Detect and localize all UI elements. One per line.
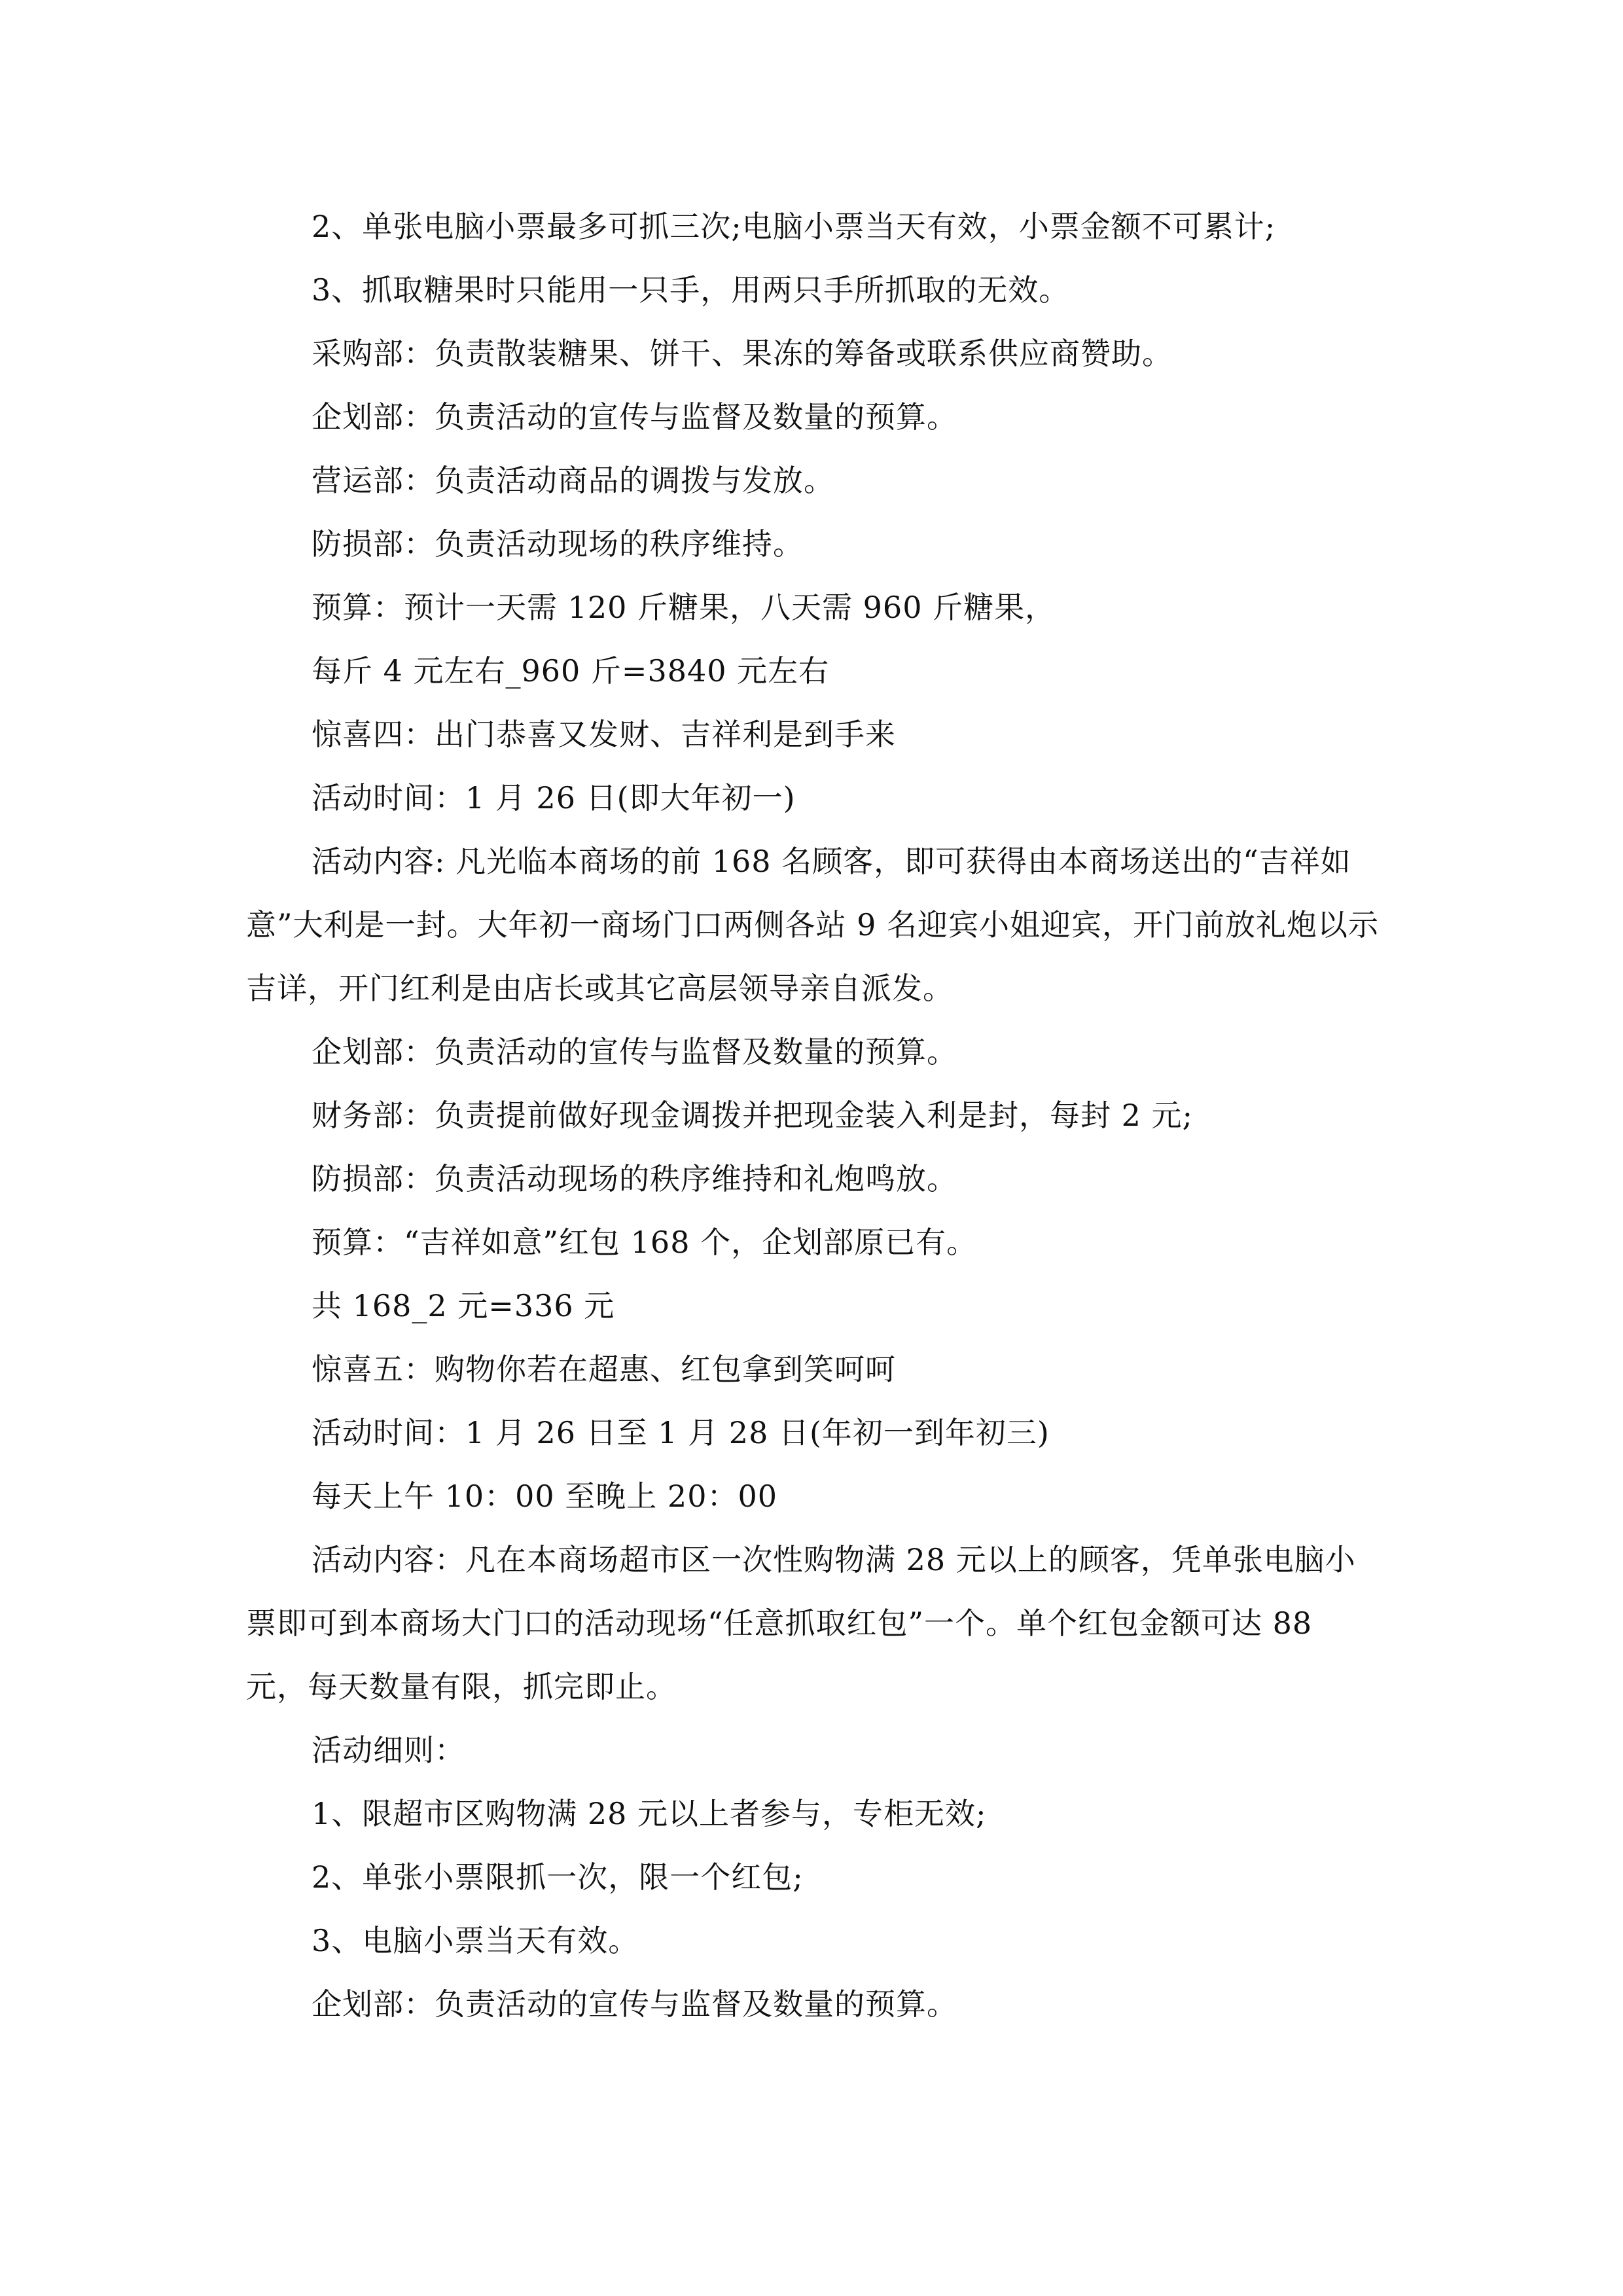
paragraph: 活动时间：1 月 26 日至 1 月 28 日(年初一到年初三) — [312, 1415, 1050, 1450]
paragraph: 活动细则： — [312, 1732, 465, 1768]
paragraph: 惊喜四：出门恭喜又发财、吉祥利是到手来 — [312, 717, 896, 752]
paragraph: 营运部：负责活动商品的调拨与发放。 — [312, 463, 834, 498]
paragraph: 活动内容: 凡光临本商场的前 168 名顾客，即可获得由本商场送出的“吉祥如意”大利是一封。大年初一商场门口两侧各站 9 名迎宾小姐迎宾，开门前放礼炮以示吉详，开门红利是由店长或其它高层领导亲自派发。 — [246, 844, 1380, 1006]
paragraph: 防损部：负责活动现场的秩序维持。 — [312, 526, 804, 562]
paragraph: 活动内容：凡在本商场超市区一次性购物满 28 元以上的顾客，凭单张电脑小票即可到本商场大门口的活动现场“任意抓取红包”一个。单个红包金额可达 88 元，每天数量有限，抓完即止。 — [246, 1542, 1356, 1704]
paragraph: 惊喜五：购物你若在超惠、红包拿到笑呵呵 — [312, 1352, 896, 1387]
document-body — [246, 195, 1382, 2036]
paragraph: 预算：预计一天需 120 斤糖果，八天需 960 斤糖果， — [312, 590, 1056, 625]
paragraph: 2、单张电脑小票最多可抓三次;电脑小票当天有效，小票金额不可累计; — [312, 209, 1276, 244]
paragraph: 企划部：负责活动的宣传与监督及数量的预算。 — [312, 1986, 957, 2022]
paragraph: 共 168_2 元=336 元 — [312, 1288, 615, 1323]
paragraph: 3、电脑小票当天有效。 — [312, 1923, 639, 1958]
paragraph: 1、限超市区购物满 28 元以上者参与，专柜无效; — [312, 1796, 987, 1831]
paragraph: 防损部：负责活动现场的秩序维持和礼炮鸣放。 — [312, 1161, 957, 1196]
paragraph: 3、抓取糖果时只能用一只手，用两只手所抓取的无效。 — [312, 272, 1070, 308]
paragraph: 企划部：负责活动的宣传与监督及数量的预算。 — [312, 1034, 957, 1069]
paragraph: 2、单张小票限抓一次，限一个红包; — [312, 1859, 804, 1895]
paragraph: 企划部：负责活动的宣传与监督及数量的预算。 — [312, 399, 957, 435]
paragraph: 每天上午 10：00 至晚上 20：00 — [312, 1479, 777, 1514]
paragraph: 活动时间：1 月 26 日(即大年初一) — [312, 780, 796, 816]
paragraph: 采购部：负责散装糖果、饼干、果冻的筹备或联系供应商赞助。 — [312, 336, 1173, 371]
paragraph: 财务部：负责提前做好现金调拨并把现金装入利是封，每封 2 元; — [312, 1098, 1194, 1133]
paragraph: 每斤 4 元左右_960 斤=3840 元左右 — [312, 653, 830, 689]
paragraph: 预算：“吉祥如意”红包 168 个，企划部原已有。 — [312, 1225, 978, 1260]
